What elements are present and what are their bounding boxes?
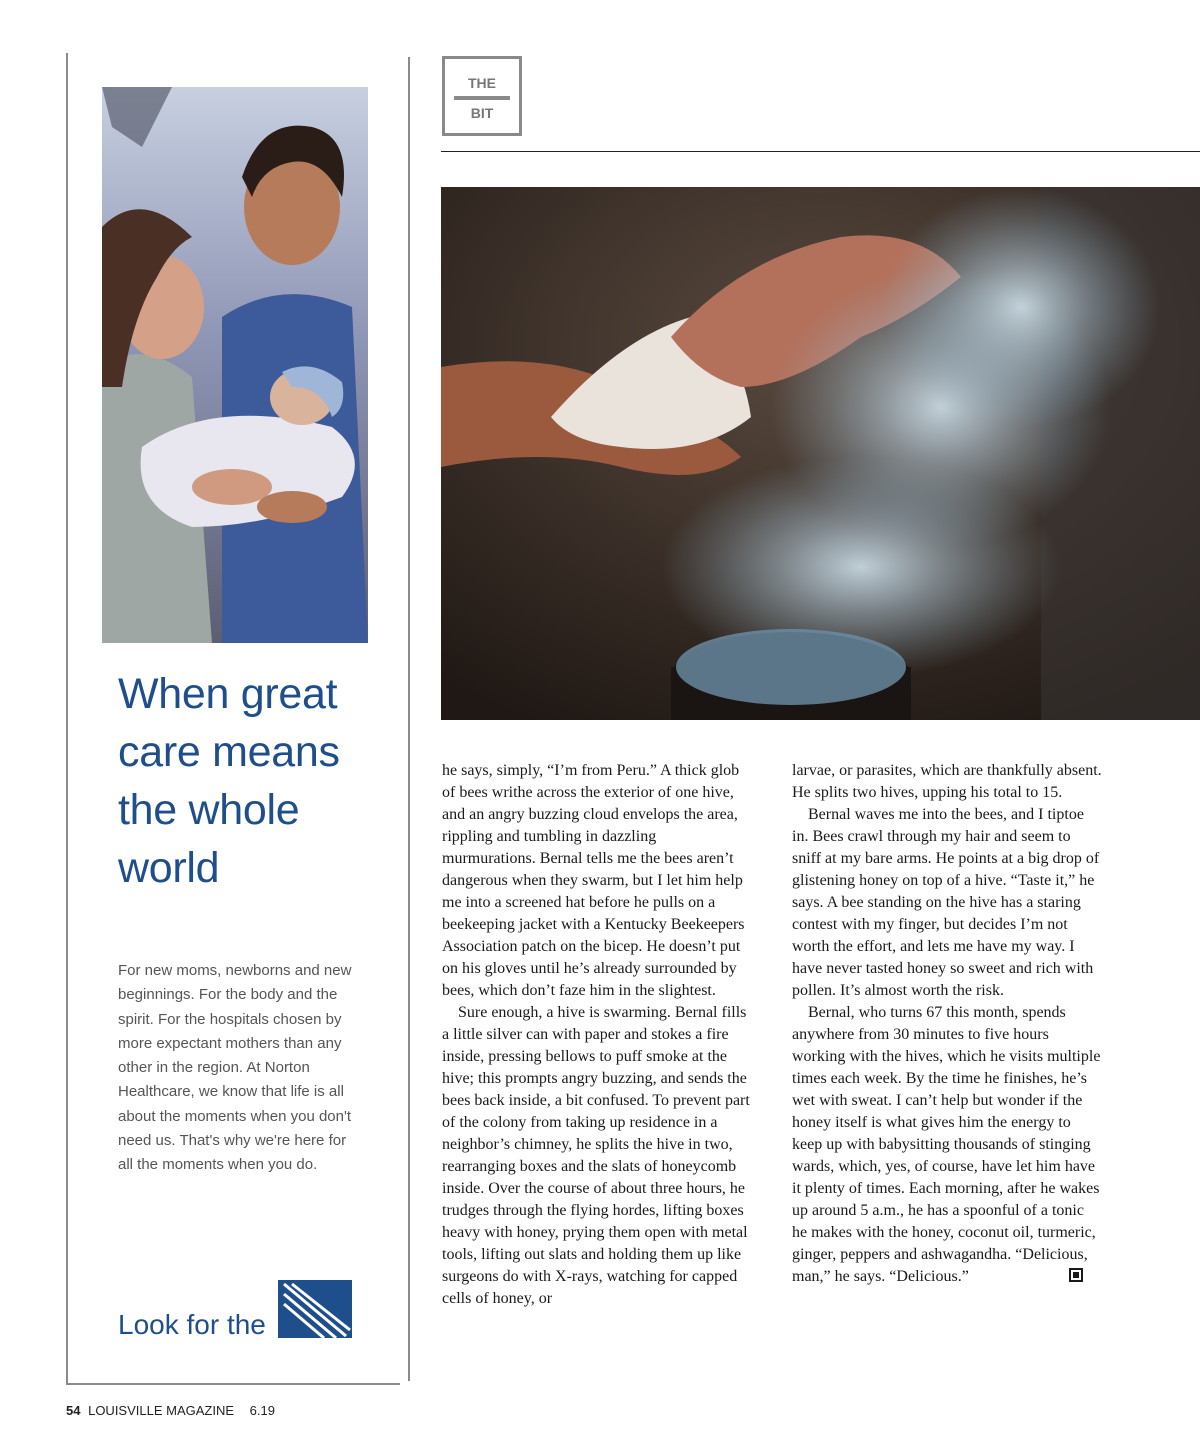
section-badge-bottom: BIT bbox=[470, 105, 494, 121]
ad-body-copy: For new moms, newborns and new beginnings. For the body and the spirit. For the hospitals chosen by more expectant mothers than any other in the region. At Norton Healthcare, we know that life is all about the moments when you don't need us. That's why we're here for all the moments when you do. bbox=[118, 962, 352, 1174]
article-paragraph: he says, simply, “I’m from Peru.” A thick glob of bees writhe across the exterior of one hive, and an angry buzzing cloud envelops the area, rippling and tumbling in dazzling murmurations. Bernal tells me the bees aren’t dangerous when they swarm, but I let him help me into a screened hat before he pulls on a beekeeping jacket with a Kentucky Beekeepers Association patch on the bicep. He doesn’t put on his gloves until he’s already surrounded by bees, which don’t faze him in the slightest. bbox=[442, 762, 745, 999]
advertisement bbox=[66, 53, 400, 1385]
article-paragraph: larvae, or parasites, which are thankfully absent. He splits two hives, upping his total to 15. bbox=[792, 762, 1102, 801]
article-paragraph-last bbox=[792, 1002, 1102, 1288]
ad-tagline: Look for the bbox=[118, 1309, 266, 1340]
section-badge-rule bbox=[454, 96, 510, 100]
norton-n-logo-icon bbox=[278, 1280, 352, 1338]
section-badge-top: THE bbox=[468, 75, 496, 91]
article-paragraph: Sure enough, a hive is swarming. Bernal fills a little silver can with paper and stokes a fire inside, pressing bellows to puff smoke at the hive; this prompts angry buzzing, and sends the bees back inside, a bit confused. To prevent part of the colony from taking up residence in a neighbor’s chimney, he splits the hive in two, rearranging boxes and the slats of honeycomb inside. Over the course of about three hours, he trudges through the flying hordes, lifting boxes heavy with honey, prying them open with metal tools, lifting out slats and holding them up like surgeons do with X-rays, watching for capped cells of honey, or bbox=[442, 1004, 750, 1307]
magazine-name: LOUISVILLE MAGAZINE bbox=[88, 1403, 235, 1418]
family-with-newborn-photo bbox=[102, 87, 368, 643]
article-paragraph: Bernal waves me into the bees, and I tiptoe in. Bees crawl through my hair and seem to sniff at my bare arms. He points at a big drop of glistening honey on top of a hive. “Taste it,” he says. A bee standing on the hive has a staring contest with my finger, but decides I’m not worth the effort, and lets me have my way. I have never tasted honey so sweet and rich with pollen. It’s almost worth the risk. bbox=[792, 806, 1100, 999]
article-column-1 bbox=[442, 760, 752, 1310]
section-badge bbox=[442, 56, 522, 136]
page-number: 54 bbox=[66, 1403, 81, 1418]
ad-headline: When great care means the whole world bbox=[118, 670, 340, 892]
folio bbox=[66, 1403, 275, 1418]
issue-date: 6.19 bbox=[249, 1403, 275, 1418]
article-paragraph-text: Bernal, who turns 67 this month, spends anywhere from 30 minutes to five hours working with the hives, which he visits multiple times each week. By the time he finishes, he’s wet with sweat. I can’t help but wonder if the honey itself is what gives him the energy to keep up with babysitting thousands of stinging wards, which, yes, of course, have let him have it plenty of times. Each morning, after he wakes up around 5 a.m., he has a spoonful of a tonic he makes with the honey, coconut oil, turmeric, ginger, peppers and ashwagandha. “Delicious, man,” he says. “Delicious.” bbox=[792, 1004, 1101, 1285]
header-rule bbox=[441, 151, 1200, 152]
hands-smoker-photo bbox=[441, 187, 1200, 720]
article-column-2 bbox=[792, 760, 1102, 1288]
column-divider bbox=[408, 57, 410, 1381]
end-of-story-square-icon bbox=[1069, 1268, 1083, 1282]
